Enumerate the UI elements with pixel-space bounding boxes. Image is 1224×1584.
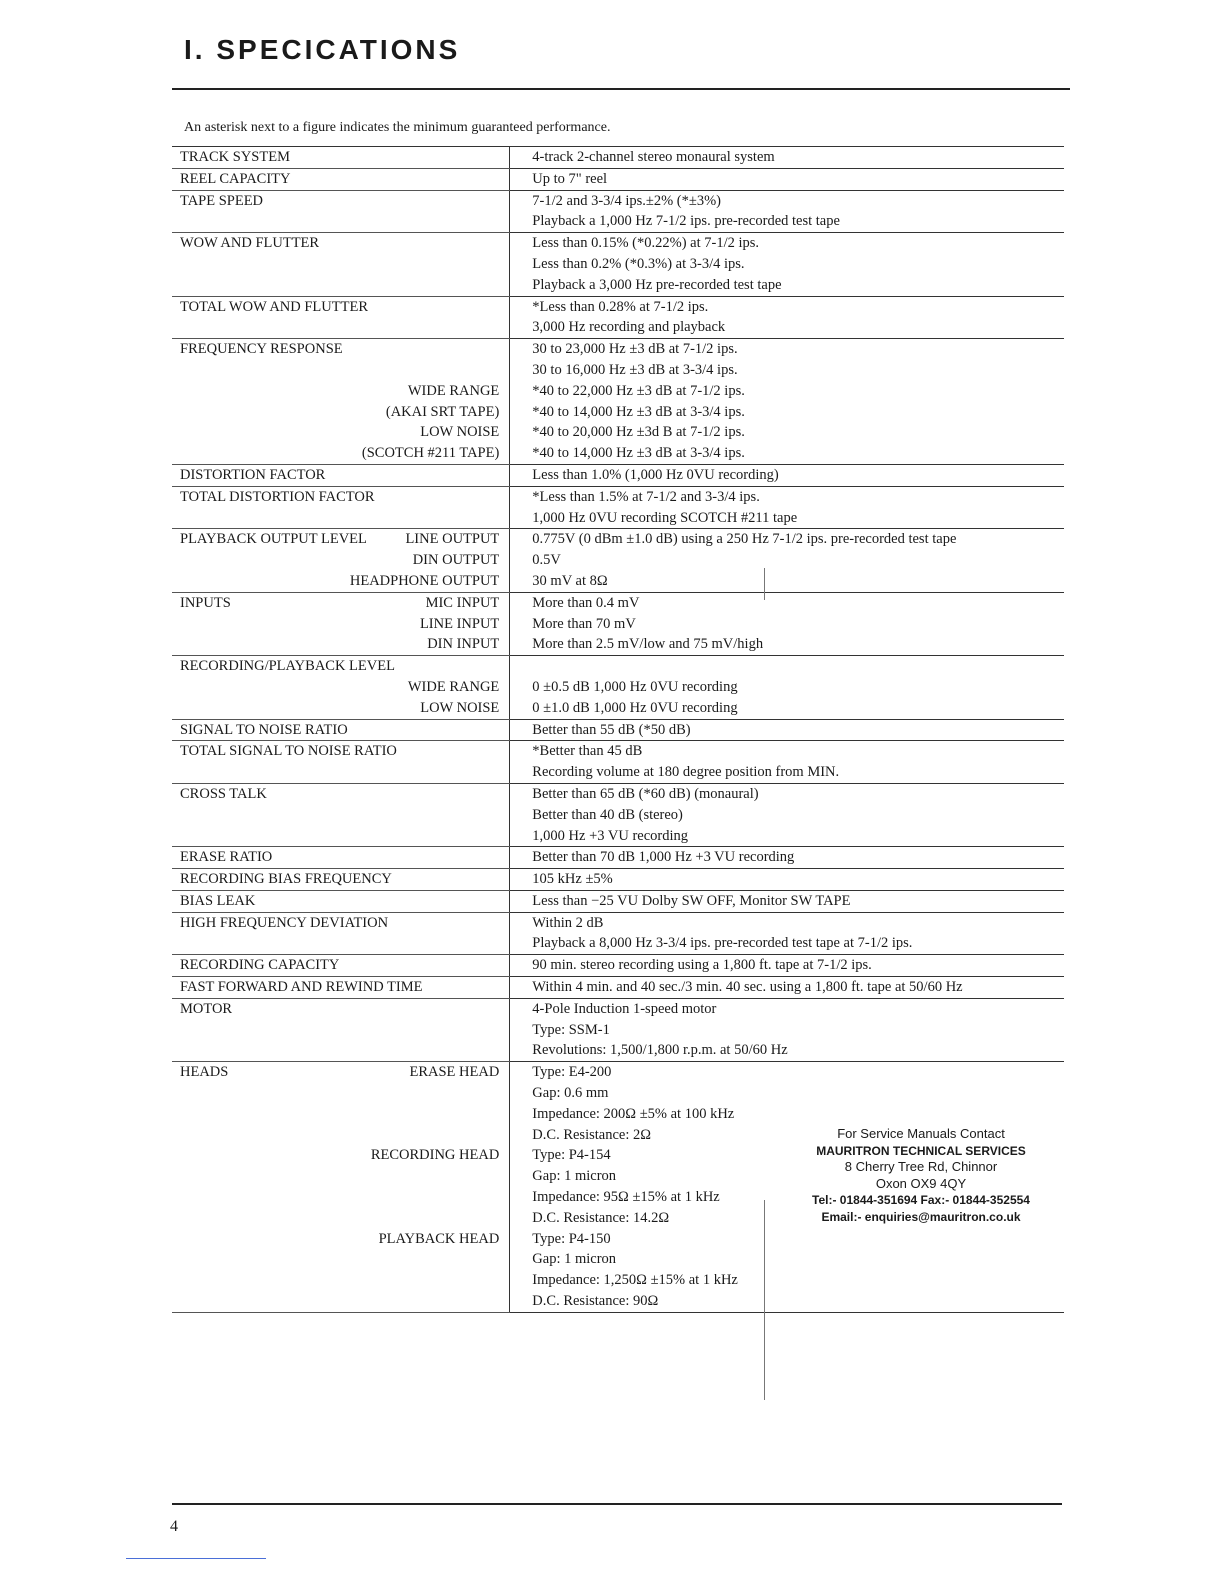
spec-value: Within 4 min. and 40 sec./3 min. 40 sec. using a 1,800 ft. tape at 50/60 Hz bbox=[510, 977, 1064, 999]
spec-label: HIGH FREQUENCY DEVIATION bbox=[180, 914, 389, 931]
spec-sublabel: ERASE HEAD bbox=[409, 1064, 500, 1081]
spec-value: Gap: 0.6 mm bbox=[510, 1083, 1064, 1104]
spec-value: Type: E4-200 bbox=[510, 1062, 1064, 1083]
spec-row bbox=[172, 275, 1064, 296]
spec-value: D.C. Resistance: 90Ω bbox=[510, 1291, 1064, 1312]
spec-label: SIGNAL TO NOISE RATIO bbox=[180, 721, 348, 738]
blue-underline bbox=[126, 1558, 266, 1559]
spec-label: RECORDING BIAS FREQUENCY bbox=[180, 871, 392, 888]
spec-label-cell bbox=[172, 529, 510, 550]
spec-label-cell bbox=[172, 614, 510, 635]
spec-row bbox=[172, 508, 1064, 529]
spec-row bbox=[172, 1229, 1064, 1250]
spec-row bbox=[172, 977, 1064, 999]
spec-row bbox=[172, 381, 1064, 402]
spec-value: 0.5V bbox=[510, 550, 1064, 571]
spec-value: 4-track 2-channel stereo monaural system bbox=[510, 147, 1064, 169]
spec-row bbox=[172, 656, 1064, 677]
spec-label-cell bbox=[172, 1125, 510, 1146]
spec-row bbox=[172, 869, 1064, 891]
spec-row bbox=[172, 254, 1064, 275]
spec-row bbox=[172, 805, 1064, 826]
contact-address-2: Oxon OX9 4QY bbox=[875, 1175, 967, 1191]
spec-label-cell bbox=[172, 147, 510, 169]
spec-row bbox=[172, 912, 1064, 933]
spec-label-cell bbox=[172, 698, 510, 719]
spec-label-cell bbox=[172, 592, 510, 613]
spec-row bbox=[172, 168, 1064, 190]
spec-value: 30 mV at 8Ω bbox=[510, 571, 1064, 592]
spec-row bbox=[172, 890, 1064, 912]
spec-label-cell bbox=[172, 571, 510, 592]
spec-label: FAST FORWARD AND REWIND TIME bbox=[180, 979, 423, 996]
spec-value: Less than 1.0% (1,000 Hz 0VU recording) bbox=[510, 464, 1064, 486]
spec-value: 3,000 Hz recording and playback bbox=[510, 317, 1064, 338]
spec-row bbox=[172, 464, 1064, 486]
spec-label-cell bbox=[172, 677, 510, 698]
spec-row bbox=[172, 1104, 1064, 1125]
spec-value: Up to 7" reel bbox=[510, 168, 1064, 190]
spec-value: More than 2.5 mV/low and 75 mV/high bbox=[510, 634, 1064, 655]
spec-row bbox=[172, 233, 1064, 254]
spec-row bbox=[172, 1249, 1064, 1270]
spec-value: Within 2 dB bbox=[510, 912, 1064, 933]
spec-value: Less than −25 VU Dolby SW OFF, Monitor SW TAPE bbox=[510, 890, 1064, 912]
spec-row bbox=[172, 1291, 1064, 1312]
spec-label-cell bbox=[172, 1291, 510, 1312]
spec-row bbox=[172, 1270, 1064, 1291]
contact-line-1: For Service Manuals Contact bbox=[837, 1126, 1005, 1141]
spec-label-cell bbox=[172, 1166, 510, 1187]
spec-value: Recording volume at 180 degree position from MIN. bbox=[510, 762, 1064, 783]
spec-label-cell bbox=[172, 762, 510, 783]
spec-label-cell bbox=[172, 275, 510, 296]
spec-value bbox=[510, 656, 1064, 677]
spec-row bbox=[172, 486, 1064, 507]
spec-value: 30 to 16,000 Hz ±3 dB at 3-3/4 ips. bbox=[510, 360, 1064, 381]
spec-value: *40 to 14,000 Hz ±3 dB at 3-3/4 ips. bbox=[510, 443, 1064, 464]
spec-label: HEADS bbox=[180, 1064, 229, 1081]
spec-row bbox=[172, 826, 1064, 847]
spec-label-cell bbox=[172, 1145, 510, 1166]
spec-sublabel: LINE OUTPUT bbox=[405, 531, 500, 548]
spec-row bbox=[172, 296, 1064, 317]
bottom-rule bbox=[172, 1503, 1062, 1505]
spec-label: RECORDING/PLAYBACK LEVEL bbox=[180, 658, 395, 675]
spec-row bbox=[172, 360, 1064, 381]
spec-row bbox=[172, 443, 1064, 464]
spec-label-cell bbox=[172, 190, 510, 211]
spec-label-cell bbox=[172, 317, 510, 338]
spec-value: 30 to 23,000 Hz ±3 dB at 7-1/2 ips. bbox=[510, 339, 1064, 360]
spec-label: REEL CAPACITY bbox=[180, 170, 291, 187]
spec-value: More than 0.4 mV bbox=[510, 592, 1064, 613]
spec-sublabel: LOW NOISE bbox=[420, 424, 500, 441]
spec-label: MOTOR bbox=[180, 1000, 233, 1017]
spec-value: 1,000 Hz +3 VU recording bbox=[510, 826, 1064, 847]
spec-label-cell bbox=[172, 296, 510, 317]
spec-label-cell bbox=[172, 869, 510, 891]
spec-value: 7-1/2 and 3-3/4 ips.±2% (*±3%) bbox=[510, 190, 1064, 211]
spec-value: 90 min. stereo recording using a 1,800 ft. tape at 7-1/2 ips. bbox=[510, 955, 1064, 977]
spec-value: Gap: 1 micron bbox=[510, 1249, 1064, 1270]
contact-company: MAURITRON TECHNICAL SERVICES bbox=[816, 1143, 1026, 1158]
spec-value: D.C. Resistance: 14.2Ω bbox=[510, 1208, 1064, 1229]
service-contact bbox=[800, 1126, 1042, 1225]
spec-sublabel: (SCOTCH #211 TAPE) bbox=[361, 445, 500, 462]
spec-row bbox=[172, 529, 1064, 550]
spec-value: Playback a 3,000 Hz pre-recorded test tape bbox=[510, 275, 1064, 296]
spec-value: 0 ±0.5 dB 1,000 Hz 0VU recording bbox=[510, 677, 1064, 698]
spec-label-cell bbox=[172, 443, 510, 464]
spec-row bbox=[172, 1020, 1064, 1041]
spec-sublabel: DIN INPUT bbox=[427, 636, 500, 653]
spec-row bbox=[172, 677, 1064, 698]
spec-row bbox=[172, 933, 1064, 954]
spec-label: TOTAL SIGNAL TO NOISE RATIO bbox=[180, 743, 397, 760]
spec-row bbox=[172, 147, 1064, 169]
spec-label-cell bbox=[172, 254, 510, 275]
spec-value: *Better than 45 dB bbox=[510, 741, 1064, 762]
spec-value: Impedance: 1,250Ω ±15% at 1 kHz bbox=[510, 1270, 1064, 1291]
spec-label-cell bbox=[172, 508, 510, 529]
spec-sublabel: WIDE RANGE bbox=[407, 382, 500, 399]
spec-label: WOW AND FLUTTER bbox=[180, 235, 320, 252]
spec-row bbox=[172, 998, 1064, 1019]
spec-label-cell bbox=[172, 1208, 510, 1229]
spec-label-cell bbox=[172, 486, 510, 507]
spec-row bbox=[172, 571, 1064, 592]
spec-row bbox=[172, 719, 1064, 741]
spec-label: TRACK SYSTEM bbox=[180, 149, 290, 165]
spec-sublabel: RECORDING HEAD bbox=[370, 1147, 500, 1164]
spec-row bbox=[172, 614, 1064, 635]
spec-row bbox=[172, 847, 1064, 869]
spec-row bbox=[172, 955, 1064, 977]
spec-label-cell bbox=[172, 847, 510, 869]
spec-value: Less than 0.2% (*0.3%) at 3-3/4 ips. bbox=[510, 254, 1064, 275]
spec-label-cell bbox=[172, 805, 510, 826]
spec-value: *40 to 20,000 Hz ±3d B at 7-1/2 ips. bbox=[510, 422, 1064, 443]
spec-row bbox=[172, 1083, 1064, 1104]
spec-label-cell bbox=[172, 1104, 510, 1125]
spec-label-cell bbox=[172, 168, 510, 190]
spec-label-cell bbox=[172, 211, 510, 232]
spec-label: TAPE SPEED bbox=[180, 192, 264, 209]
spec-label-cell bbox=[172, 933, 510, 954]
spec-row bbox=[172, 402, 1064, 423]
spec-value: Gap: 1 micron bbox=[510, 1166, 1064, 1187]
spec-value: Impedance: 200Ω ±5% at 100 kHz bbox=[510, 1104, 1064, 1125]
spec-value: Less than 0.15% (*0.22%) at 7-1/2 ips. bbox=[510, 233, 1064, 254]
spec-label-cell bbox=[172, 402, 510, 423]
spec-label: RECORDING CAPACITY bbox=[180, 957, 340, 974]
spec-value: Type: P4-150 bbox=[510, 1229, 1064, 1250]
spec-value: *40 to 14,000 Hz ±3 dB at 3-3/4 ips. bbox=[510, 402, 1064, 423]
spec-value: Type: SSM-1 bbox=[510, 1020, 1064, 1041]
page-number: 4 bbox=[170, 1518, 178, 1535]
spec-row bbox=[172, 422, 1064, 443]
spec-sublabel: LINE INPUT bbox=[419, 615, 500, 632]
spec-label-cell bbox=[172, 381, 510, 402]
scan-line bbox=[764, 1200, 765, 1400]
spec-label-cell bbox=[172, 656, 510, 677]
spec-label-cell bbox=[172, 998, 510, 1019]
spec-label: CROSS TALK bbox=[180, 785, 267, 802]
spec-label-cell bbox=[172, 1020, 510, 1041]
spec-label-cell bbox=[172, 783, 510, 804]
spec-label: BIAS LEAK bbox=[180, 892, 256, 909]
scan-line bbox=[764, 568, 765, 600]
spec-row bbox=[172, 741, 1064, 762]
spec-value: 1,000 Hz 0VU recording SCOTCH #211 tape bbox=[510, 508, 1064, 529]
contact-address-1: 8 Cherry Tree Rd, Chinnor bbox=[844, 1159, 998, 1174]
spec-sublabel: DIN OUTPUT bbox=[412, 552, 500, 569]
spec-row bbox=[172, 550, 1064, 571]
spec-label: DISTORTION FACTOR bbox=[180, 466, 326, 483]
spec-label-cell bbox=[172, 550, 510, 571]
spec-label-cell bbox=[172, 1040, 510, 1061]
spec-value: Type: P4-154 bbox=[510, 1145, 1064, 1166]
spec-sublabel: (AKAI SRT TAPE) bbox=[385, 403, 500, 420]
spec-value: Playback a 1,000 Hz 7-1/2 ips. pre-recorded test tape bbox=[510, 211, 1064, 232]
spec-value: More than 70 mV bbox=[510, 614, 1064, 635]
spec-value: 0 ±1.0 dB 1,000 Hz 0VU recording bbox=[510, 698, 1064, 719]
spec-label-cell bbox=[172, 826, 510, 847]
spec-label-cell bbox=[172, 1083, 510, 1104]
spec-label-cell bbox=[172, 1229, 510, 1250]
spec-value: Better than 70 dB 1,000 Hz +3 VU recording bbox=[510, 847, 1064, 869]
spec-label: PLAYBACK OUTPUT LEVEL bbox=[180, 531, 367, 548]
intro-note: An asterisk next to a figure indicates the minimum guaranteed performance. bbox=[184, 120, 611, 135]
spec-value: *Less than 1.5% at 7-1/2 and 3-3/4 ips. bbox=[510, 486, 1064, 507]
spec-label-cell bbox=[172, 360, 510, 381]
spec-value: Better than 40 dB (stereo) bbox=[510, 805, 1064, 826]
spec-label-cell bbox=[172, 422, 510, 443]
spec-row bbox=[172, 634, 1064, 655]
spec-sublabel: LOW NOISE bbox=[420, 699, 500, 716]
spec-value: 105 kHz ±5% bbox=[510, 869, 1064, 891]
spec-value: D.C. Resistance: 2Ω bbox=[510, 1125, 1064, 1146]
spec-label-cell bbox=[172, 912, 510, 933]
spec-label-cell bbox=[172, 634, 510, 655]
spec-label-cell bbox=[172, 1062, 510, 1083]
spec-label-cell bbox=[172, 955, 510, 977]
spec-row bbox=[172, 762, 1064, 783]
spec-label: ERASE RATIO bbox=[180, 849, 273, 866]
spec-label-cell bbox=[172, 719, 510, 741]
spec-label: INPUTS bbox=[180, 594, 231, 611]
spec-label-cell bbox=[172, 233, 510, 254]
spec-sublabel: HEADPHONE OUTPUT bbox=[349, 572, 500, 589]
spec-value: 0.775V (0 dBm ±1.0 dB) using a 250 Hz 7-1/2 ips. pre-recorded test tape bbox=[510, 529, 1064, 550]
top-rule bbox=[172, 88, 1070, 90]
spec-label-cell bbox=[172, 741, 510, 762]
spec-label-cell bbox=[172, 977, 510, 999]
page-title: I. SPECICATIONS bbox=[184, 34, 461, 65]
spec-label: TOTAL WOW AND FLUTTER bbox=[180, 298, 368, 315]
spec-row bbox=[172, 1040, 1064, 1061]
contact-phone: Tel:- 01844-351694 Fax:- 01844-352554 bbox=[812, 1193, 1030, 1207]
spec-row bbox=[172, 592, 1064, 613]
spec-label-cell bbox=[172, 1187, 510, 1208]
spec-label: FREQUENCY RESPONSE bbox=[180, 341, 343, 358]
spec-row bbox=[172, 783, 1064, 804]
spec-value: Revolutions: 1,500/1,800 r.p.m. at 50/60 Hz bbox=[510, 1040, 1064, 1061]
spec-label-cell bbox=[172, 339, 510, 360]
spec-label-cell bbox=[172, 464, 510, 486]
spec-sublabel: WIDE RANGE bbox=[407, 678, 500, 695]
spec-row bbox=[172, 190, 1064, 211]
spec-sublabel: PLAYBACK HEAD bbox=[378, 1230, 500, 1247]
spec-value: Better than 65 dB (*60 dB) (monaural) bbox=[510, 783, 1064, 804]
spec-row bbox=[172, 317, 1064, 338]
spec-label-cell bbox=[172, 1270, 510, 1291]
contact-email: Email:- enquiries@mauritron.co.uk bbox=[821, 1209, 1021, 1224]
spec-label-cell bbox=[172, 1249, 510, 1270]
spec-value: *40 to 22,000 Hz ±3 dB at 7-1/2 ips. bbox=[510, 381, 1064, 402]
spec-value: Better than 55 dB (*50 dB) bbox=[510, 719, 1064, 741]
spec-label: TOTAL DISTORTION FACTOR bbox=[180, 488, 375, 505]
spec-row bbox=[172, 211, 1064, 232]
spec-row bbox=[172, 339, 1064, 360]
spec-sublabel: MIC INPUT bbox=[425, 594, 500, 611]
spec-value: 4-Pole Induction 1-speed motor bbox=[510, 998, 1064, 1019]
spec-value: Impedance: 95Ω ±15% at 1 kHz bbox=[510, 1187, 1064, 1208]
spec-value: Playback a 8,000 Hz 3-3/4 ips. pre-recorded test tape at 7-1/2 ips. bbox=[510, 933, 1064, 954]
spec-row bbox=[172, 1062, 1064, 1083]
spec-label-cell bbox=[172, 890, 510, 912]
spec-row bbox=[172, 698, 1064, 719]
spec-value: *Less than 0.28% at 7-1/2 ips. bbox=[510, 296, 1064, 317]
